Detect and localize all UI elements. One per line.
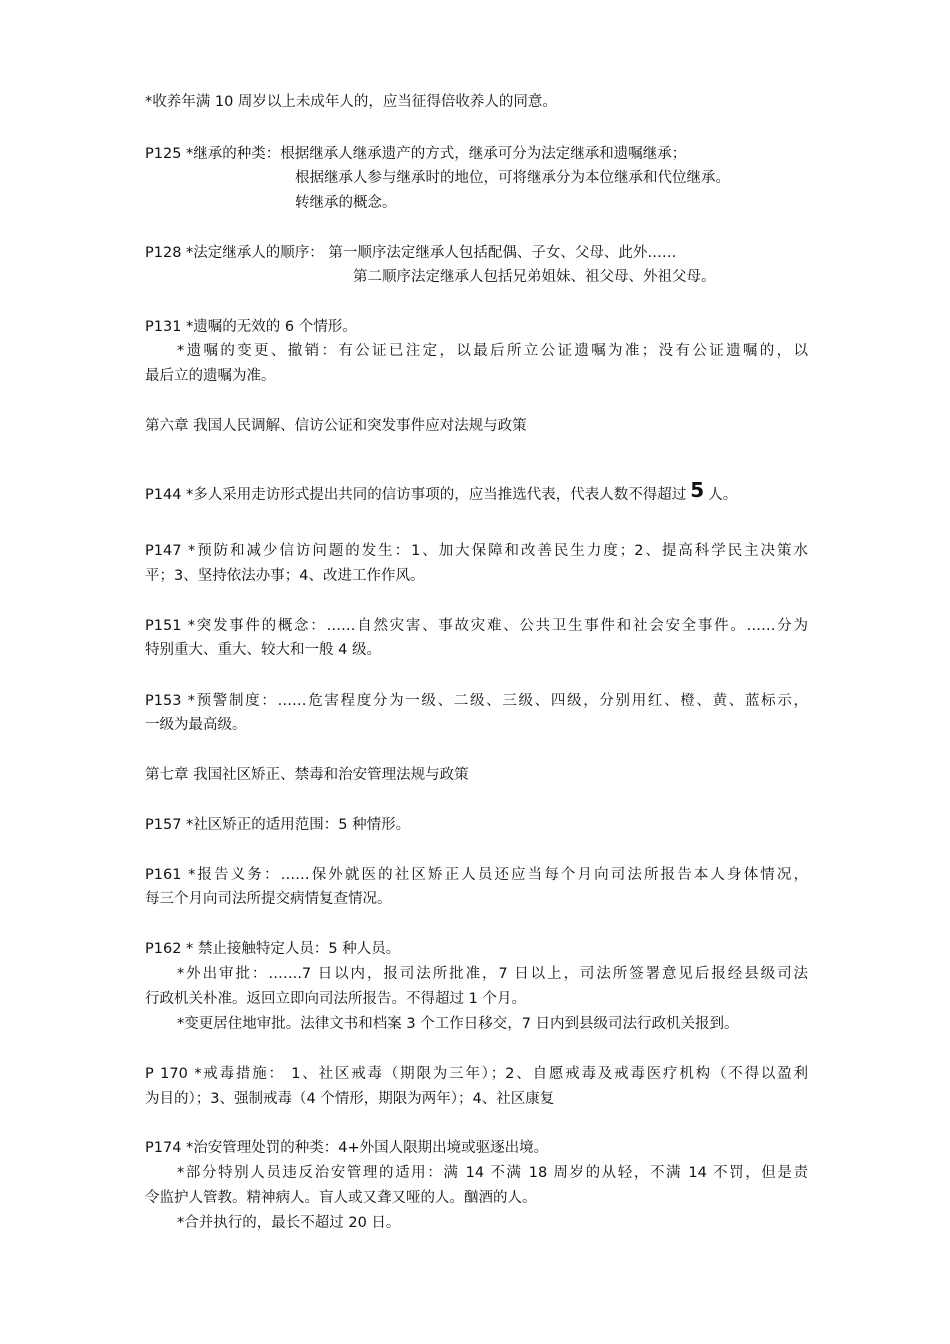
line-p144-petition	[145, 478, 738, 503]
line-p153-warning: P153 *预警制度：……危害程度分为一级、二级、三级、四级，分别用红、橙、黄、蓝标示，	[145, 693, 808, 709]
line-adoption-consent: *收养年满 10 周岁以上未成年人的，应当征得倍收养人的同意。	[145, 94, 557, 110]
line-p151-emergency: P151 *突发事件的概念：……自然灾害、事故灾难、公共卫生事件和社会安全事件。……分为	[145, 618, 808, 634]
line-p162-contact: P162 * 禁止接触特定人员：5 种人员。	[145, 941, 401, 957]
line-p161-cont: 每三个月向司法所提交病情复查情况。	[145, 891, 392, 907]
line-p162-travel: *外出审批：…….7 日以内，报司法所批准，7 日以上，司法所签署意见后报经县级司法	[177, 966, 808, 982]
line-p170-cont: 为目的）；3、强制戒毒（4 个情形，期限为两年）；4、社区康复	[145, 1091, 555, 1107]
line-p151-cont: 特别重大、重大、较大和一般 4 级。	[145, 642, 381, 658]
line-p131-will-change-cont: 最后立的遗嘱为准。	[145, 368, 276, 384]
line-p131-invalid-will: P131 *遗嘱的无效的 6 个情形。	[145, 319, 357, 335]
line-p174-special: *部分特别人员违反治安管理的适用：满 14 不满 18 周岁的从轻，不满 14 不罚，但是责	[177, 1165, 808, 1181]
line-p162-travel-cont: 行政机关朴准。返回立即向司法所报告。不得超过 1 个月。	[145, 991, 526, 1007]
line-p147-prevention: P147 *预防和减少信访问题的发生：1、加大保障和改善民生力度；2、提高科学民主决策水	[145, 543, 808, 559]
line-p174-combined: *合并执行的，最长不超过 20 日。	[177, 1215, 401, 1231]
line-p162-residence: *变更居住地审批。法律文书和档案 3 个工作日移交，7 日内到县级司法行政机关报到。	[177, 1016, 739, 1032]
line-p144-suffix: 人。	[708, 487, 738, 503]
line-p128-second-order: 第二顺序法定继承人包括兄弟姐妹、祖父母、外祖父母。	[353, 269, 716, 285]
line-p174-special-cont: 令监护人管教。精神病人。盲人或又聋又哑的人。酗酒的人。	[145, 1190, 537, 1206]
line-p153-cont: 一级为最高级。	[145, 717, 247, 733]
line-p144-number: 5	[690, 478, 705, 502]
chapter-six-heading: 第六章 我国人民调解、信访公证和突发事件应对法规与政策	[145, 418, 527, 434]
line-p170-drug-measures: P 170 *戒毒措施： 1、社区戒毒（期限为三年）；2、自愿戒毒及戒毒医疗机构（不得以盈利	[145, 1066, 808, 1082]
line-p161-reporting: P161 *报告义务：……保外就医的社区矫正人员还应当每个月向司法所报告本人身体情况，	[145, 867, 808, 883]
line-p131-will-change: *遗嘱的变更、撤销：有公证已注定，以最后所立公证遗嘱为准；没有公证遗嘱的，以	[177, 343, 808, 359]
chapter-seven-heading: 第七章 我国社区矫正、禁毒和治安管理法规与政策	[145, 767, 469, 783]
line-p128-order: P128 *法定继承人的顺序： 第一顺序法定继承人包括配偶、子女、父母、此外……	[145, 245, 677, 261]
line-p125-inheritance-types: P125 *继承的种类：根据继承人继承遗产的方式，继承可分为法定继承和遗嘱继承；	[145, 146, 687, 162]
line-p157-scope: P157 *社区矫正的适用范围：5 种情形。	[145, 817, 411, 833]
line-p144-text: P144 *多人采用走访形式提出共同的信访事项的，应当推选代表，代表人数不得超过	[145, 487, 687, 503]
line-p147-cont: 平；3、坚持依法办事；4、改进工作作风。	[145, 568, 425, 584]
line-p125-transfer: 转继承的概念。	[295, 195, 397, 211]
line-p174-penalty-types: P174 *治安管理处罚的种类：4+外国人限期出境或驱逐出境。	[145, 1140, 549, 1156]
line-p125-standing: 根据继承人参与继承时的地位，可将继承分为本位继承和代位继承。	[295, 170, 730, 186]
